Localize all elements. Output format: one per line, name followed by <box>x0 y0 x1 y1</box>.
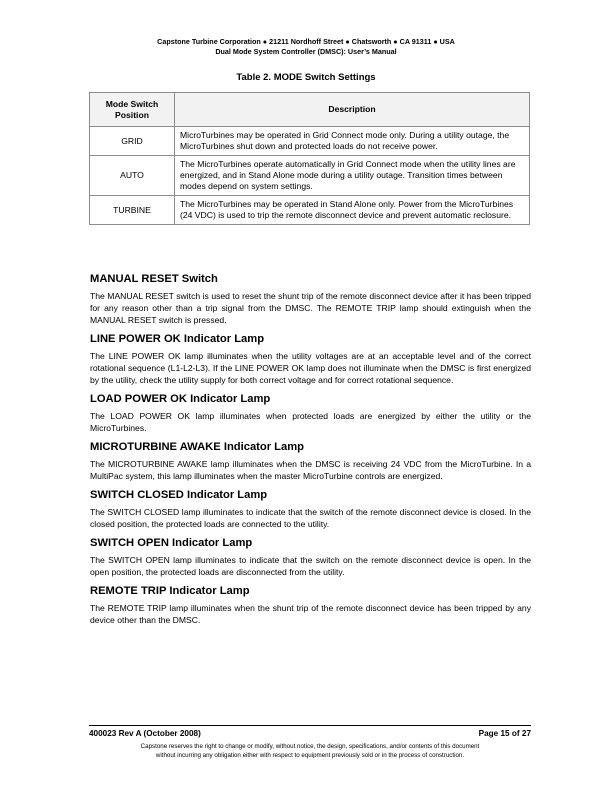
section-microturbine-awake <box>90 440 531 482</box>
table-title: Table 2. MODE Switch Settings <box>236 72 376 83</box>
table-row <box>90 156 530 196</box>
section-heading: SWITCH CLOSED Indicator Lamp <box>90 489 268 501</box>
row-position: GRID <box>90 127 175 156</box>
section-remote-trip <box>90 584 531 626</box>
row-description: The MicroTurbines may be operated in Stand Alone only. Power from the MicroTurbines (24 VDC) is used to trip the remote disconnect device and prevent automatic reclosure. <box>175 196 530 225</box>
section-heading: SWITCH OPEN Indicator Lamp <box>90 537 253 549</box>
table-header-row <box>90 93 530 127</box>
section-body: The LOAD POWER OK lamp illuminates when protected loads are energized by either the utility or the MicroTurbines. <box>90 411 531 433</box>
row-description: MicroTurbines may be operated in Grid Connect mode only. During a utility outage, the MicroTurbines shut down and protected loads do not receive power. <box>175 127 530 156</box>
sections <box>90 272 531 632</box>
section-body: The SWITCH OPEN lamp illuminates to indicate that the switch on the remote disconnect device is open. In the open position, the protected loads are disconnected from the utility. <box>90 555 531 577</box>
footer-disclaimer-line1: Capstone reserves the right to change or modify, without notice, the design, specifications, and/or contents of this document <box>140 743 480 750</box>
section-switch-closed <box>90 488 531 530</box>
row-position: TURBINE <box>90 196 175 225</box>
section-line-power-ok <box>90 332 531 386</box>
footer-page-number: Page 15 of 27 <box>478 729 531 738</box>
row-description: The MicroTurbines operate automatically in Grid Connect mode when the utility lines are energized, and in Stand Alone mode during a utility outage. Transition times between modes depend on system settings. <box>175 156 530 196</box>
header-address: Capstone Turbine Corporation ● 21211 Nordhoff Street ● Chatsworth ● CA 91311 ● USA <box>157 37 455 46</box>
column-header-description: Description <box>175 93 530 127</box>
section-heading: REMOTE TRIP Indicator Lamp <box>90 585 250 597</box>
table-row <box>90 127 530 156</box>
footer-disclaimer-line2: without incurring any obligation either with respect to equipment previously sold or in the process of construction. <box>155 751 465 759</box>
column-header-position: Mode Switch Position <box>90 93 175 127</box>
section-load-power-ok <box>90 392 531 434</box>
footer-disclaimer <box>80 743 540 760</box>
page-header <box>0 37 612 57</box>
section-body: The MANUAL RESET switch is used to reset the shunt trip of the remote disconnect device after it has been tripped for any reason other than a trip signal from the DMSC. The REMOTE TRIP lamp should extinguish when the MANUAL RESET switch is pressed. <box>90 291 531 325</box>
row-position: AUTO <box>90 156 175 196</box>
section-body: The LINE POWER OK lamp illuminates when the utility voltages are at an acceptable level and of the correct rotational sequence (L1-L2-L3). If the LINE POWER OK lamp does not illuminate when the DMSC is first energized by the utility, check the utility supply for both correct voltage and for correct rotational sequence. <box>90 351 531 385</box>
section-heading: MANUAL RESET Switch <box>90 273 218 285</box>
section-body: The SWITCH CLOSED lamp illuminates to indicate that the switch of the remote disconnect device is closed. In the closed position, the protected loads are connected to the utility. <box>90 507 531 529</box>
header-manual-title: Dual Mode System Controller (DMSC): User’s Manual <box>215 47 397 56</box>
section-body: The REMOTE TRIP lamp illuminates when the shunt trip of the remote disconnect device has been tripped by any device other than the DMSC. <box>90 603 531 625</box>
mode-switch-table <box>89 92 530 225</box>
section-switch-open <box>90 536 531 578</box>
section-heading: LOAD POWER OK Indicator Lamp <box>90 393 271 405</box>
section-body: The MICROTURBINE AWAKE lamp illuminates when the DMSC is receiving 24 VDC from the MicroTurbine. In a MultiPac system, this lamp illuminates when the master MicroTurbine controls are energized. <box>90 459 531 481</box>
footer-divider <box>89 725 531 726</box>
section-manual-reset <box>90 272 531 326</box>
footer-doc-id: 400023 Rev A (October 2008) <box>89 729 201 738</box>
section-heading: LINE POWER OK Indicator Lamp <box>90 333 265 345</box>
table-row <box>90 196 530 225</box>
section-heading: MICROTURBINE AWAKE Indicator Lamp <box>90 441 305 453</box>
